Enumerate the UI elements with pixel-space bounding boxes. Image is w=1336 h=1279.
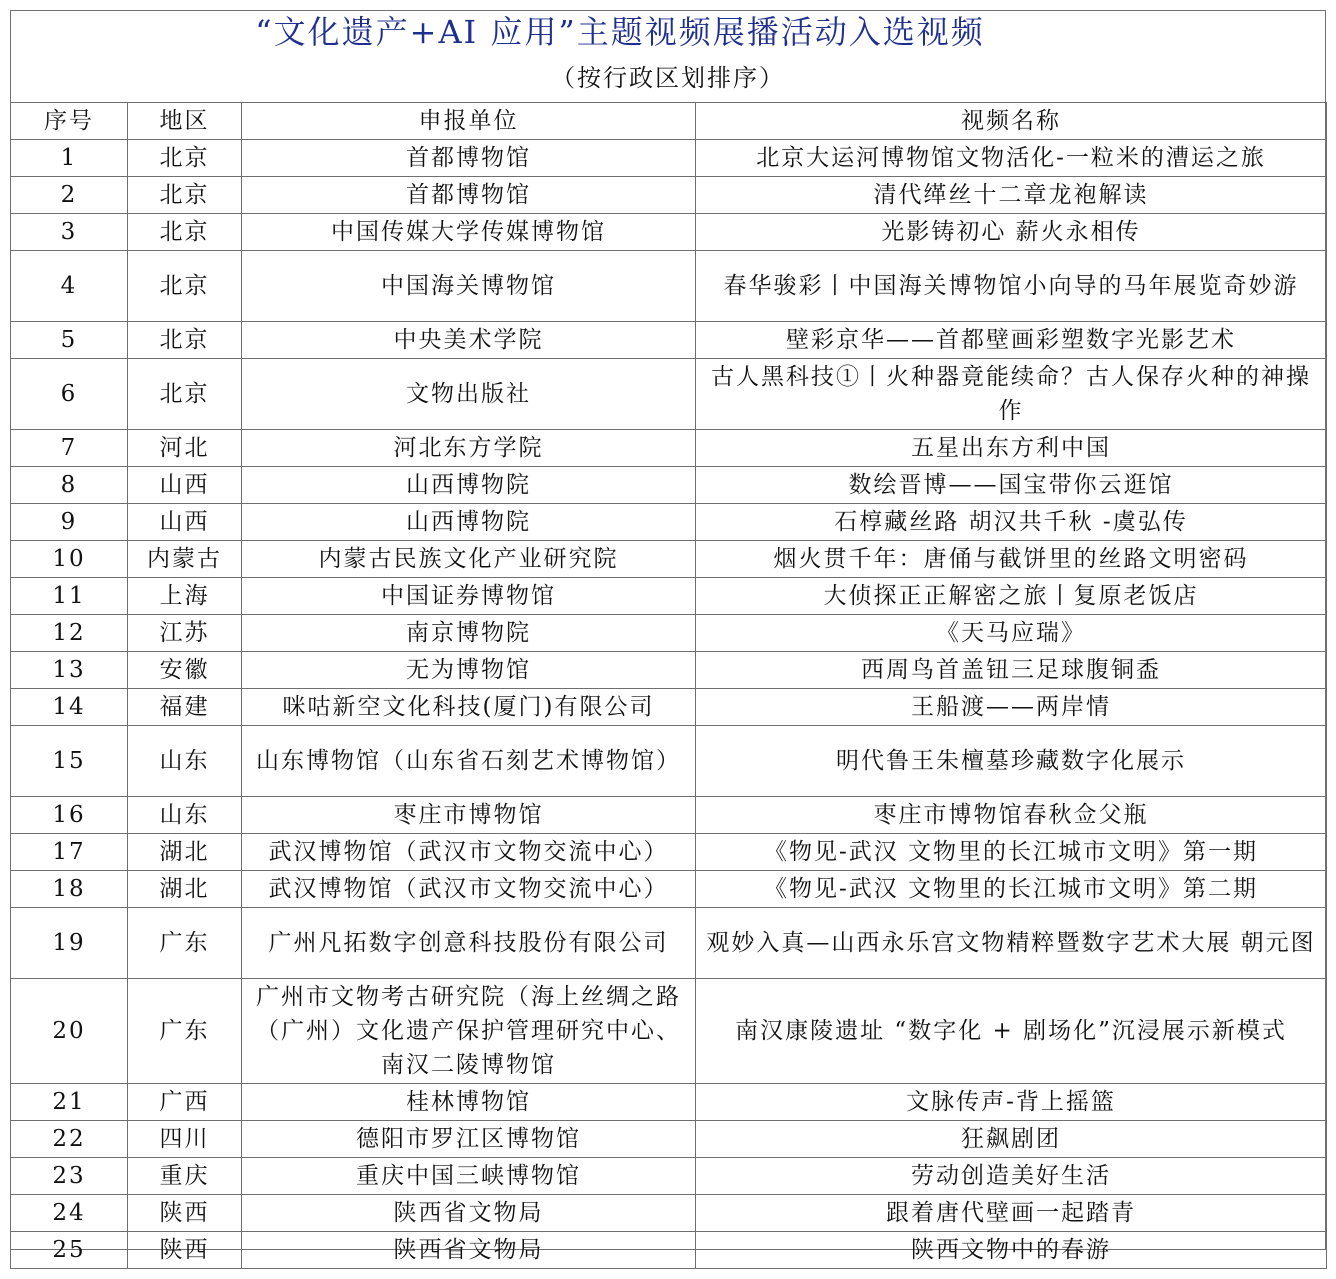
table-row [11,359,1327,430]
cell-region: 山东 [128,797,242,834]
table-row [11,979,1327,1084]
cell-region: 上海 [128,578,242,615]
cell-video: 数绘晋博——国宝带你云逛馆 [696,467,1327,504]
table-row [11,615,1327,652]
cell-video: 大侦探正正解密之旅丨复原老饭店 [696,578,1327,615]
cell-unit: 陕西省文物局 [242,1232,696,1269]
table-row [11,908,1327,979]
column-header-video: 视频名称 [696,103,1327,140]
table-row [11,871,1327,908]
table-row [11,251,1327,322]
cell-video: 五星出东方利中国 [696,430,1327,467]
cell-region: 福建 [128,689,242,726]
cell-unit: 广州凡拓数字创意科技股份有限公司 [242,908,696,979]
cell-number: 9 [11,504,128,541]
cell-region: 河北 [128,430,242,467]
cell-number: 19 [11,908,128,979]
cell-number: 22 [11,1121,128,1158]
table-row [11,140,1327,177]
table-row [11,504,1327,541]
cell-region: 陕西 [128,1195,242,1232]
cell-unit: 武汉博物馆（武汉市文物交流中心） [242,871,696,908]
cell-video: 《天马应瑞》 [696,615,1327,652]
cell-unit: 无为博物馆 [242,652,696,689]
cell-unit: 中国传媒大学传媒博物馆 [242,214,696,251]
cell-unit: 德阳市罗江区博物馆 [242,1121,696,1158]
cell-video: 王船渡——两岸情 [696,689,1327,726]
table-row [11,214,1327,251]
cell-number: 15 [11,726,128,797]
cell-region: 重庆 [128,1158,242,1195]
cell-region: 北京 [128,177,242,214]
table-row [11,726,1327,797]
cell-region: 北京 [128,251,242,322]
cell-number: 13 [11,652,128,689]
table-header-row [11,103,1327,140]
cell-region: 湖北 [128,834,242,871]
table-row [11,1121,1327,1158]
cell-video: 壁彩京华——首都壁画彩塑数字光影艺术 [696,322,1327,359]
cell-number: 1 [11,140,128,177]
cell-video: 烟火贯千年：唐俑与截饼里的丝路文明密码 [696,541,1327,578]
table-row [11,1158,1327,1195]
cell-region: 内蒙古 [128,541,242,578]
column-header-region: 地区 [128,103,242,140]
cell-video: 光影铸初心 薪火永相传 [696,214,1327,251]
table-row [11,652,1327,689]
cell-number: 23 [11,1158,128,1195]
cell-video: 《物见-武汉 文物里的长江城市文明》第一期 [696,834,1327,871]
cell-video: 《物见-武汉 文物里的长江城市文明》第二期 [696,871,1327,908]
cell-unit: 河北东方学院 [242,430,696,467]
cell-number: 12 [11,615,128,652]
cell-region: 广西 [128,1084,242,1121]
cell-video: 南汉康陵遗址 “数字化 + 剧场化”沉浸展示新模式 [696,979,1327,1084]
cell-number: 16 [11,797,128,834]
page-title: “文化遗产+AI 应用”主题视频展播活动入选视频 [255,13,985,51]
table-row [11,689,1327,726]
cell-unit: 山西博物院 [242,504,696,541]
cell-unit: 首都博物馆 [242,140,696,177]
cell-video: 陕西文物中的春游 [696,1232,1327,1269]
cell-region: 北京 [128,140,242,177]
table-row [11,541,1327,578]
cell-unit: 桂林博物馆 [242,1084,696,1121]
cell-region: 广东 [128,908,242,979]
cell-region: 安徽 [128,652,242,689]
cell-number: 10 [11,541,128,578]
cell-video: 枣庄市博物馆春秋佥父瓶 [696,797,1327,834]
selected-videos-table [10,102,1327,1269]
cell-number: 8 [11,467,128,504]
cell-number: 25 [11,1232,128,1269]
cell-number: 14 [11,689,128,726]
column-header-unit: 申报单位 [242,103,696,140]
cell-unit: 枣庄市博物馆 [242,797,696,834]
cell-number: 6 [11,359,128,430]
cell-number: 21 [11,1084,128,1121]
cell-number: 24 [11,1195,128,1232]
cell-region: 山西 [128,504,242,541]
cell-region: 四川 [128,1121,242,1158]
cell-region: 广东 [128,979,242,1084]
cell-unit: 内蒙古民族文化产业研究院 [242,541,696,578]
cell-unit: 中国证券博物馆 [242,578,696,615]
cell-number: 17 [11,834,128,871]
cell-unit: 咪咕新空文化科技(厦门)有限公司 [242,689,696,726]
cell-unit: 陕西省文物局 [242,1195,696,1232]
cell-unit: 中央美术学院 [242,322,696,359]
table-row [11,1084,1327,1121]
cell-region: 江苏 [128,615,242,652]
cell-number: 20 [11,979,128,1084]
column-header-number: 序号 [11,103,128,140]
table-row [11,322,1327,359]
cell-number: 7 [11,430,128,467]
table-row [11,1232,1327,1269]
cell-video: 春华骏彩丨中国海关博物馆小向导的马年展览奇妙游 [696,251,1327,322]
cell-region: 湖北 [128,871,242,908]
cell-video: 石椁藏丝路 胡汉共千秋 -虞弘传 [696,504,1327,541]
table-row [11,430,1327,467]
table-row [11,797,1327,834]
page-subtitle: （按行政区划排序） [551,64,785,92]
cell-number: 4 [11,251,128,322]
cell-number: 2 [11,177,128,214]
cell-video: 明代鲁王朱檀墓珍藏数字化展示 [696,726,1327,797]
cell-video: 劳动创造美好生活 [696,1158,1327,1195]
cell-unit: 山东博物馆（山东省石刻艺术博物馆） [242,726,696,797]
table-row [11,177,1327,214]
cell-unit: 文物出版社 [242,359,696,430]
cell-video: 清代缂丝十二章龙袍解读 [696,177,1327,214]
cell-unit: 中国海关博物馆 [242,251,696,322]
cell-number: 5 [11,322,128,359]
cell-number: 11 [11,578,128,615]
cell-number: 3 [11,214,128,251]
cell-video: 西周鸟首盖钮三足球腹铜盉 [696,652,1327,689]
cell-unit: 武汉博物馆（武汉市文物交流中心） [242,834,696,871]
cell-region: 山西 [128,467,242,504]
cell-unit: 南京博物院 [242,615,696,652]
table-row [11,467,1327,504]
cell-video: 跟着唐代壁画一起踏青 [696,1195,1327,1232]
table-row [11,1195,1327,1232]
cell-region: 北京 [128,322,242,359]
table-row [11,578,1327,615]
cell-video: 狂飙剧团 [696,1121,1327,1158]
cell-unit: 广州市文物考古研究院（海上丝绸之路（广州）文化遗产保护管理研究中心、南汉二陵博物馆 [242,979,696,1084]
cell-unit: 山西博物院 [242,467,696,504]
cell-unit: 重庆中国三峡博物馆 [242,1158,696,1195]
cell-number: 18 [11,871,128,908]
cell-region: 北京 [128,359,242,430]
cell-video: 观妙入真—山西永乐宫文物精粹暨数字艺术大展 朝元图 [696,908,1327,979]
cell-unit: 首都博物馆 [242,177,696,214]
cell-region: 北京 [128,214,242,251]
cell-region: 山东 [128,726,242,797]
cell-video: 北京大运河博物馆文物活化-一粒米的漕运之旅 [696,140,1327,177]
cell-video: 古人黑科技①丨火种器竟能续命？古人保存火种的神操作 [696,359,1327,430]
cell-region: 陕西 [128,1232,242,1269]
cell-video: 文脉传声-背上摇篮 [696,1084,1327,1121]
table-row [11,834,1327,871]
